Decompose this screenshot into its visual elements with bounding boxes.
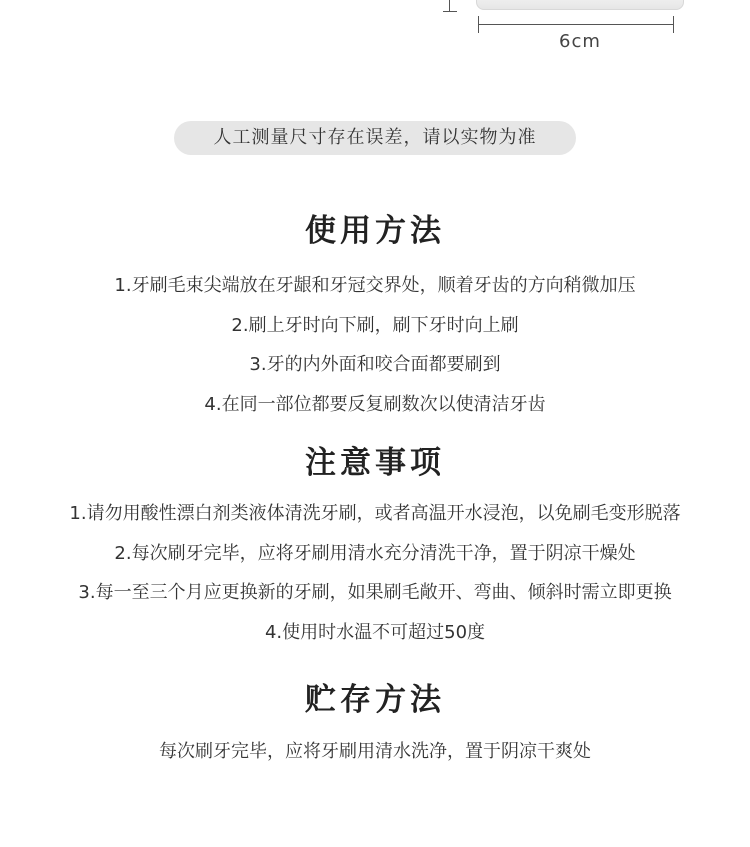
storage-list	[0, 732, 750, 772]
measure-label: 6cm	[559, 31, 601, 52]
list-item: 4.使用时水温不可超过50度	[264, 621, 486, 643]
list-item: 每次刷牙完毕，应将牙刷用清水洗净，置于阴凉干爽处	[159, 741, 591, 762]
list-item: 3.每一至三个月应更换新的牙刷，如果刷毛敞开、弯曲、倾斜时需立即更换	[78, 582, 672, 603]
caution-section	[0, 443, 750, 652]
list-item: 4.在同一部位都要反复刷数次以使清洁牙齿	[204, 393, 546, 415]
storage-title: 贮存方法	[305, 682, 445, 718]
usage-list	[0, 266, 750, 424]
list-item: 2.刷上牙时向下刷，刷下牙时向上刷	[231, 314, 519, 336]
usage-title: 使用方法	[305, 213, 445, 249]
storage-section	[0, 680, 750, 772]
product-image-edge	[476, 0, 684, 10]
usage-section	[0, 211, 750, 424]
product-measure-area	[0, 0, 750, 60]
measurement-notice: 人工测量尺寸存在误差，请以实物为准	[174, 121, 576, 155]
list-item: 2.每次刷牙完毕，应将牙刷用清水充分清洗干净，置于阴凉干燥处	[114, 542, 636, 564]
list-item: 3.牙的内外面和咬合面都要刷到	[249, 354, 501, 375]
measure-marker	[443, 0, 457, 12]
list-item: 1.牙刷毛束尖端放在牙龈和牙冠交界处，顺着牙齿的方向稍微加压	[114, 275, 636, 296]
list-item: 1.请勿用酸性漂白剂类液体清洗牙刷，或者高温开水浸泡，以免刷毛变形脱落	[69, 503, 681, 524]
caution-list	[0, 494, 750, 652]
caution-title: 注意事项	[305, 445, 445, 481]
